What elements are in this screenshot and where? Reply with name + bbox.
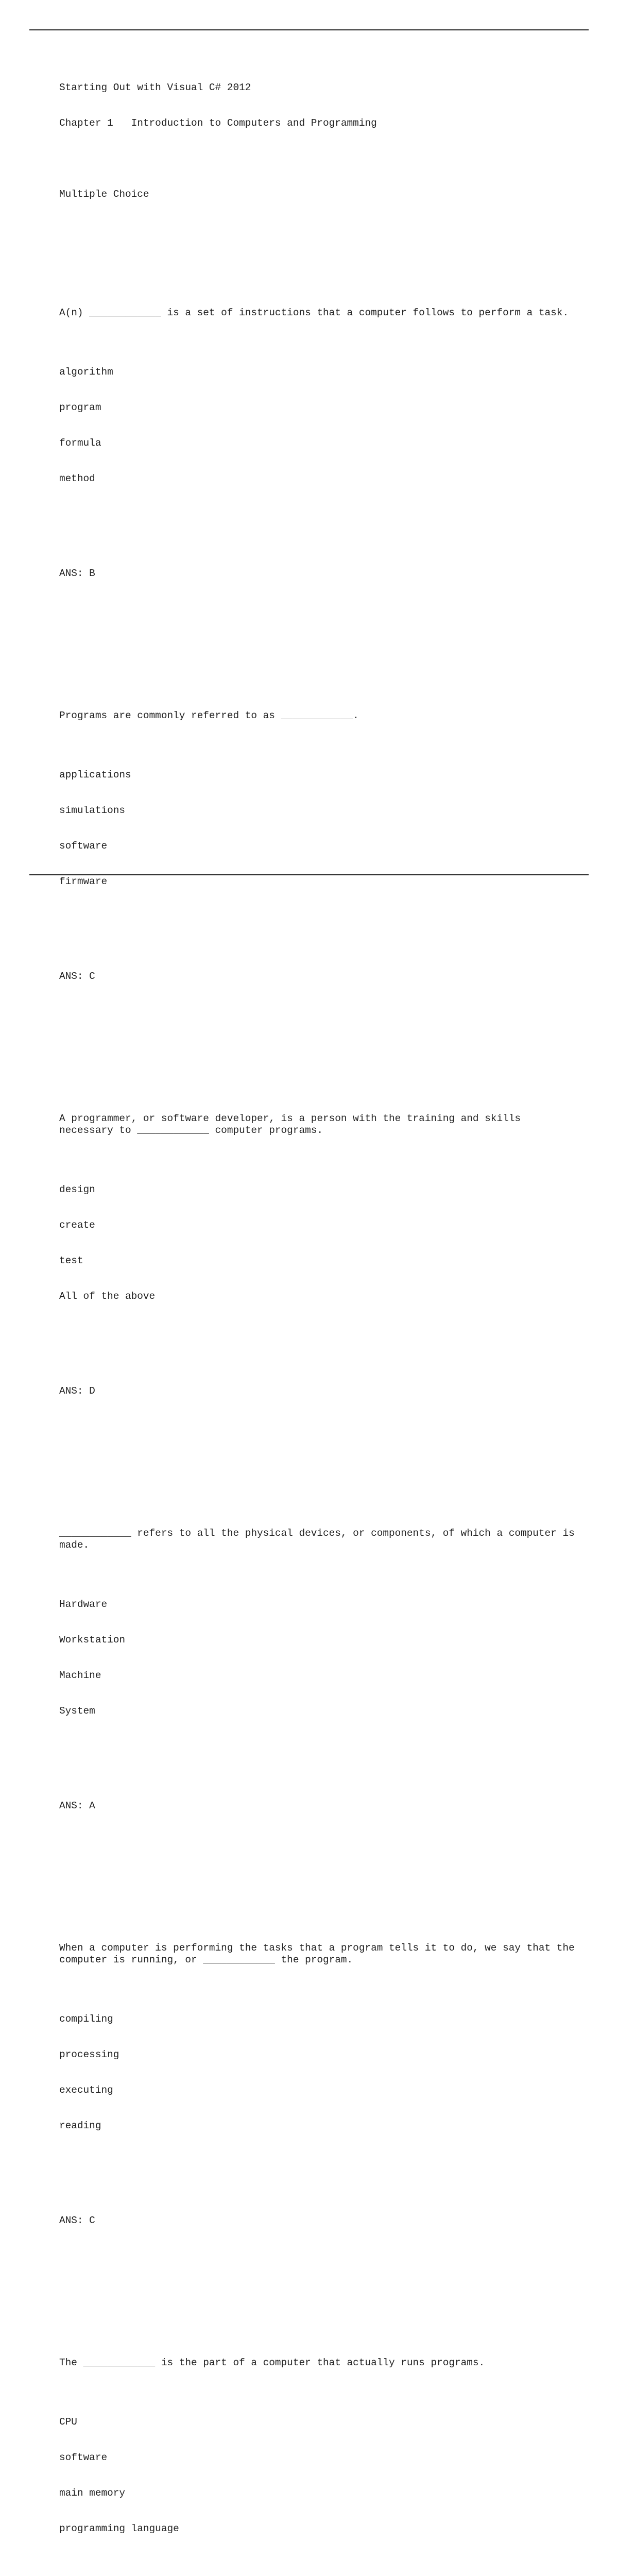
choice: main memory (59, 2487, 125, 2499)
choice: software (59, 2452, 108, 2463)
choice-list (59, 1575, 579, 1741)
choice: compiling (59, 2013, 113, 2025)
choice: test (59, 1255, 83, 1266)
question-text: When a computer is performing the tasks that a program tells it to do, we say that the computer is running, or ____________ the program. (59, 1942, 581, 1965)
question-text: A programmer, or software developer, is a person with the training and skills necessary to ____________ computer programs. (59, 1113, 527, 1136)
choice: design (59, 1184, 95, 1195)
chapter-title: Chapter 1 Introduction to Computers and Programming (59, 117, 377, 129)
choice: processing (59, 2049, 119, 2060)
choice: method (59, 473, 95, 484)
question-4 (59, 1504, 579, 1871)
choice: All of the above (59, 1291, 156, 1302)
question-text: A(n) ____________ is a set of instructions that a computer follows to perform a task. (59, 307, 569, 318)
choice: algorithm (59, 366, 113, 378)
choice: simulations (59, 805, 125, 816)
choice: formula (59, 437, 101, 449)
question-text: ____________ refers to all the physical devices, or components, of which a computer is made. (59, 1528, 581, 1551)
question-1 (59, 283, 579, 639)
choice: Machine (59, 1670, 101, 1681)
answer-key: ANS: B (59, 568, 95, 579)
document-body (59, 58, 579, 2576)
answer-key: ANS: C (59, 971, 95, 982)
choice: executing (59, 2084, 113, 2096)
choice: firmware (59, 876, 108, 887)
choice: program (59, 402, 101, 413)
section-title: Multiple Choice (59, 189, 149, 200)
choice: CPU (59, 2416, 77, 2428)
answer-key: ANS: C (59, 2215, 95, 2226)
choice: System (59, 1705, 95, 1717)
choice-list (59, 343, 579, 509)
choice-list (59, 745, 579, 911)
choice: create (59, 1219, 95, 1231)
question-text: The ____________ is the part of a computer that actually runs programs. (59, 2357, 485, 2368)
question-text: Programs are commonly referred to as ____________. (59, 710, 359, 721)
choice: reading (59, 2120, 101, 2131)
answer-key: ANS: D (59, 1385, 95, 1397)
choice: programming language (59, 2523, 179, 2534)
choice: Hardware (59, 1599, 108, 1610)
choice-list (59, 1160, 579, 1326)
choice: applications (59, 769, 131, 781)
top-rule (29, 29, 589, 30)
bottom-rule (29, 874, 589, 875)
question-6 (59, 2333, 579, 2576)
choice: Workstation (59, 1634, 125, 1646)
choice-list (59, 1990, 579, 2156)
question-2 (59, 686, 579, 1042)
choice: software (59, 840, 108, 852)
question-3 (59, 1089, 579, 1456)
book-title: Starting Out with Visual C# 2012 (59, 82, 251, 93)
choice-list (59, 2393, 579, 2558)
question-5 (59, 1919, 579, 2286)
answer-key: ANS: A (59, 1800, 95, 1811)
